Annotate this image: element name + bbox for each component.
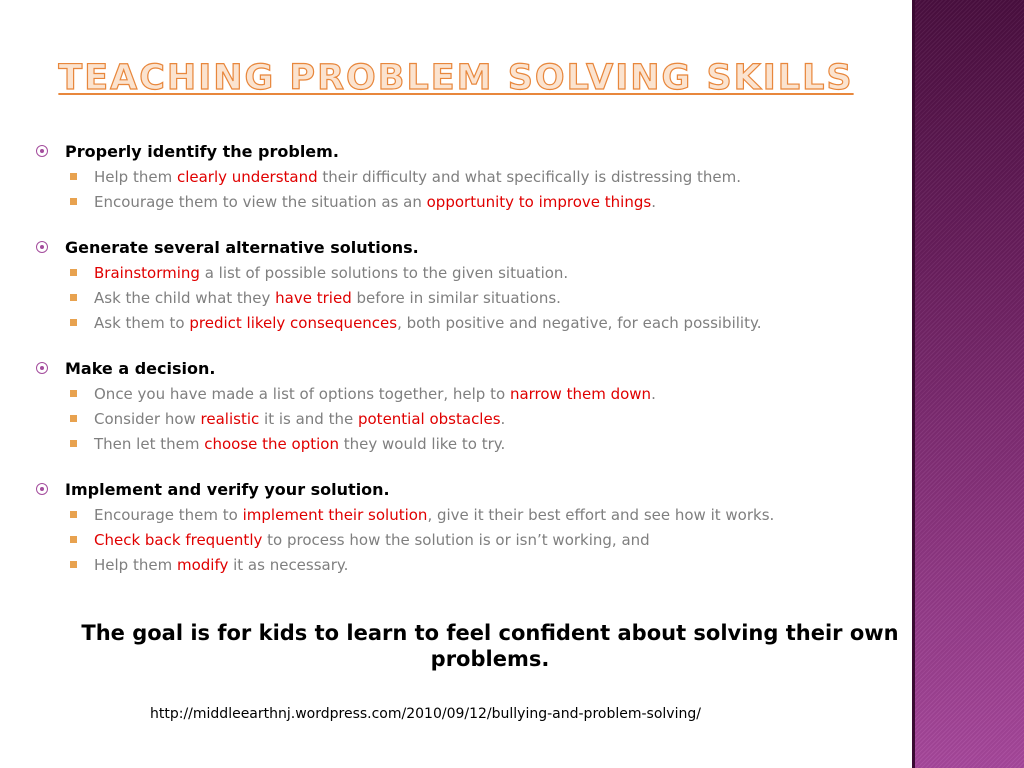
main-point xyxy=(36,234,906,260)
square-bullet-icon xyxy=(70,536,77,543)
highlighted-phrase: Brainstorming xyxy=(94,263,200,282)
goal-statement: The goal is for kids to learn to feel confident about solving their own problems. xyxy=(81,621,899,671)
main-point xyxy=(36,355,906,381)
square-bullet-icon xyxy=(70,198,77,205)
highlighted-phrase: opportunity to improve things xyxy=(426,192,652,211)
sub-point xyxy=(70,431,906,456)
sub-point xyxy=(70,285,906,310)
highlighted-phrase: predict likely consequences xyxy=(189,313,398,332)
main-point-text: Properly identify the problem. xyxy=(65,141,339,161)
sub-point xyxy=(70,502,906,527)
square-bullet-icon xyxy=(70,319,77,326)
sub-point-text: Encourage them to implement their solution, give it their best effort and see how it works. xyxy=(94,505,775,524)
circle-bullet-icon xyxy=(36,145,48,157)
highlighted-phrase: implement their solution xyxy=(242,505,428,524)
sub-point xyxy=(70,260,906,285)
square-bullet-icon xyxy=(70,390,77,397)
square-bullet-icon xyxy=(70,511,77,518)
square-bullet-icon xyxy=(70,269,77,276)
square-bullet-icon xyxy=(70,173,77,180)
source-link[interactable]: http://middleearthnj.wordpress.com/2010/09/12/bullying-and-problem-solving/ xyxy=(150,706,701,722)
highlighted-phrase: realistic xyxy=(200,409,260,428)
main-point xyxy=(36,138,906,164)
sub-point-text: Consider how realistic it is and the potential obstacles. xyxy=(94,409,506,428)
slide-title: TEACHING PROBLEM SOLVING SKILLS xyxy=(58,58,854,98)
sub-point-text: Then let them choose the option they would like to try. xyxy=(94,434,506,453)
highlighted-phrase: narrow them down xyxy=(509,384,652,403)
section-make-decision xyxy=(36,355,906,456)
highlighted-phrase: choose the option xyxy=(204,434,339,453)
sub-point xyxy=(70,381,906,406)
sub-point-text: Brainstorming a list of possible solutions to the given situation. xyxy=(94,263,569,282)
square-bullet-icon xyxy=(70,440,77,447)
slide-content xyxy=(36,138,906,577)
sub-point xyxy=(70,527,906,552)
sub-point-text: Encourage them to view the situation as an opportunity to improve things. xyxy=(94,192,656,211)
sub-point xyxy=(70,189,906,214)
main-point-text: Implement and verify your solution. xyxy=(65,479,390,499)
sub-point xyxy=(70,406,906,431)
sub-point xyxy=(70,310,906,335)
main-point-text: Generate several alternative solutions. xyxy=(65,237,419,257)
highlighted-phrase: modify xyxy=(176,555,229,574)
sub-point-text: Once you have made a list of options together, help to narrow them down. xyxy=(94,384,656,403)
sub-point xyxy=(70,552,906,577)
section-generate-solutions xyxy=(36,234,906,335)
highlighted-phrase: clearly understand xyxy=(176,167,318,186)
sub-point-text: Ask the child what they have tried before in similar situations. xyxy=(94,288,561,307)
sub-point-text: Help them clearly understand their difficulty and what specifically is distressing them. xyxy=(94,167,742,186)
section-implement-verify xyxy=(36,476,906,577)
sub-point-text: Check back frequently to process how the solution is or isn’t working, and xyxy=(94,530,650,549)
square-bullet-icon xyxy=(70,294,77,301)
highlighted-phrase: potential obstacles xyxy=(357,409,501,428)
highlighted-phrase: Check back frequently xyxy=(94,530,263,549)
highlighted-phrase: have tried xyxy=(275,288,352,307)
circle-bullet-icon xyxy=(36,483,48,495)
circle-bullet-icon xyxy=(36,362,48,374)
main-point xyxy=(36,476,906,502)
decorative-side-band xyxy=(912,0,1024,768)
circle-bullet-icon xyxy=(36,241,48,253)
sub-point xyxy=(70,164,906,189)
square-bullet-icon xyxy=(70,561,77,568)
side-band-edge xyxy=(912,0,915,768)
sub-point-text: Ask them to predict likely consequences, both positive and negative, for each possibility. xyxy=(94,313,762,332)
square-bullet-icon xyxy=(70,415,77,422)
section-identify-problem xyxy=(36,138,906,214)
main-point-text: Make a decision. xyxy=(65,358,216,378)
sub-point-text: Help them modify it as necessary. xyxy=(94,555,349,574)
